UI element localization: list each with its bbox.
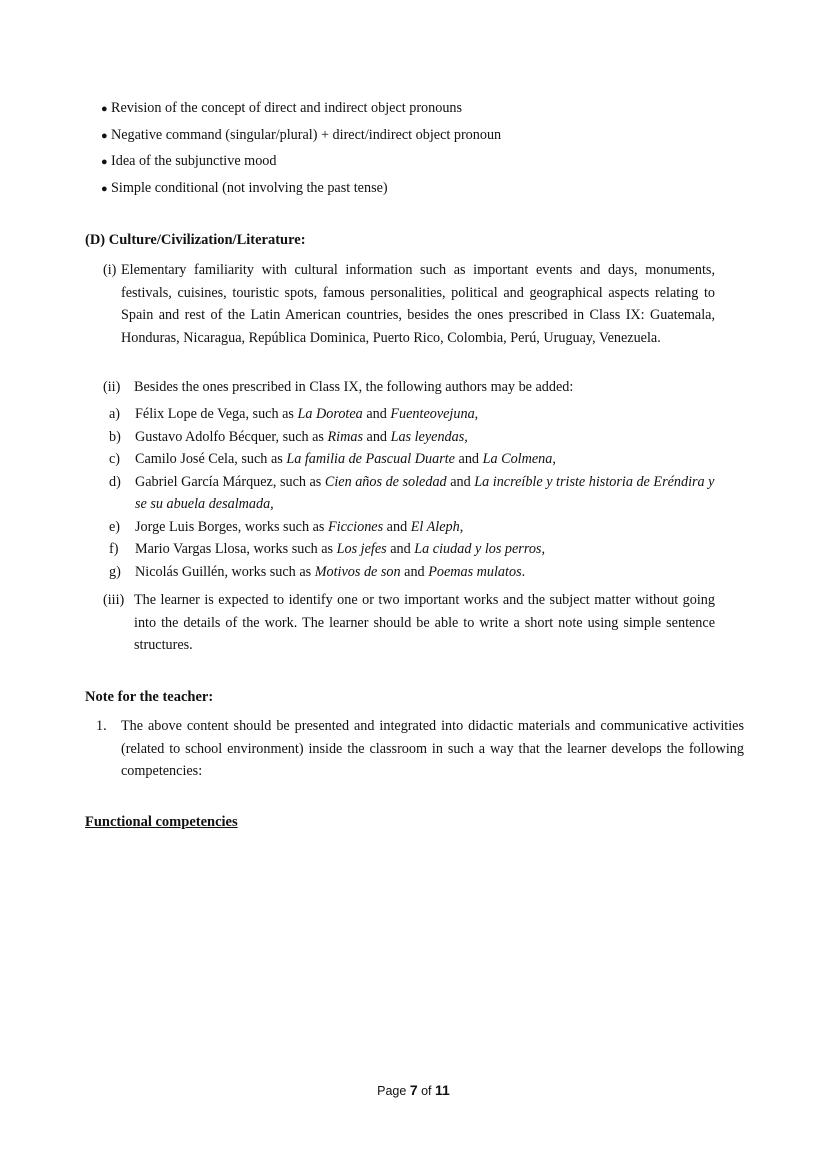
page-footer: [0, 1082, 827, 1098]
bullet-dot-icon: ●: [101, 156, 108, 168]
grammar-bullet-list: [101, 98, 741, 204]
bullet-dot-icon: ●: [101, 103, 108, 115]
list-item: a) Félix Lope de Vega, such as La Dorotea and Fuenteovejuna,: [109, 406, 479, 422]
item-text: Besides the ones prescribed in Class IX, the following authors may be added:: [134, 379, 574, 395]
bullet-item: ● Idea of the subjunctive mood: [101, 151, 741, 178]
bullet-dot-icon: ●: [101, 182, 108, 195]
item-label: (ii): [103, 379, 121, 395]
of-word: of: [421, 1084, 432, 1098]
item-text: The above content should be presented and integrated into didactic materials and communicative activities (related to school environment) inside the classroom in such a way that the learner develops the following competencies:: [121, 718, 744, 779]
item-label: 1.: [96, 718, 107, 734]
section-d-heading: (D) Culture/Civilization/Literature:: [85, 232, 306, 248]
item-label: (iii): [103, 592, 125, 608]
list-item: e) Jorge Luis Borges, works such as Ficciones and El Aleph,: [109, 518, 464, 535]
page-word: Page: [377, 1084, 407, 1098]
page-total: 11: [435, 1082, 450, 1098]
item-text: Elementary familiarity with cultural information such as important events and days, monuments, festivals, cuisines, touristic spots, famous personalities, political and geographical aspects relating to Spain and rest of the Latin American countries, besides the ones prescribed in Class IX: Guatemala, Honduras, Nicaragua, República Dominica, Puerto Rico, Colombia, Perú, Uruguay, Venezuela.: [121, 262, 715, 346]
item-label: (i): [103, 262, 117, 278]
culture-item-i: [103, 259, 715, 349]
functional-competencies-heading: Functional competencies: [85, 814, 238, 830]
bullet-item: ● Simple conditional (not involving the past tense): [101, 178, 741, 205]
list-item: g) Nicolás Guillén, works such as Motivos de son and Poemas mulatos.: [109, 563, 526, 580]
list-item: c) Camilo José Cela, such as La familia de Pascual Duarte and La Colmena,: [109, 451, 556, 467]
page-current: 7: [409, 1082, 418, 1098]
bullet-item: ● Revision of the concept of direct and indirect object pronouns: [101, 98, 741, 125]
culture-item-iii: [103, 589, 715, 657]
note-heading: Note for the teacher:: [85, 689, 214, 705]
culture-item-ii: [103, 376, 715, 399]
note-item-1: [96, 715, 744, 783]
bullet-item: ● Negative command (singular/plural) + direct/indirect object pronoun: [101, 125, 741, 152]
bullet-dot-icon: ●: [101, 129, 108, 142]
list-item: b) Gustavo Adolfo Bécquer, such as Rimas and Las leyendas,: [109, 428, 468, 445]
list-item: d) Gabriel García Márquez, such as Cien años de soledad and La increíble y triste historia de Eréndira y se su abuela desalmada,: [109, 473, 715, 512]
item-text: The learner is expected to identify one or two important works and the subject matter without going into the details of the work. The learner should be able to write a short note using simple sentence structures.: [134, 592, 715, 653]
authors-list: [109, 403, 719, 583]
list-item: f) Mario Vargas Llosa, works such as Los jefes and La ciudad y los perros,: [109, 541, 545, 557]
